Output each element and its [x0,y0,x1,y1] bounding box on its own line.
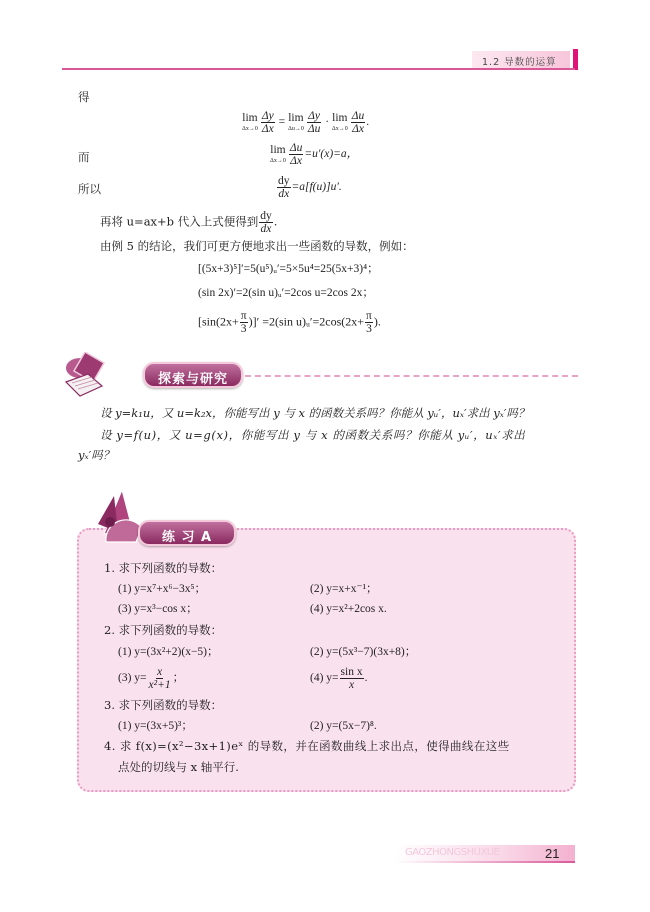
header-accent-bar [573,49,578,70]
running-header [472,51,570,68]
book-icon [62,352,112,400]
section-label: 1.2 导数的运算 [482,57,557,68]
lim-1: lim Δx→0 [242,112,258,132]
example-line-2: (sin 2x)′=2(sin u)ᵤ′=2cos u=2cos 2x； [198,287,374,299]
frac-du-dx: $\frac{\Delta u}{\Delta x}$ [351,110,365,136]
question-2-label: 2. 求下列函数的导数： [104,623,223,637]
explore-dashline [245,375,578,377]
equation-dy-dx: $\frac{dy}{dx}$ =a[f(u)]u′. [278,175,342,201]
page-number: 21 [545,846,560,861]
compass-ruler-icon [92,488,144,550]
question-4-line-2: 点处的切线与 x 轴平行. [118,760,239,774]
exercise-title: 练 习 A [161,530,213,545]
explore-paragraph-2-cont: yₓ′吗？ [78,448,115,462]
explore-paragraph-1: 设 y=k₁u，又 u=k₂x，你能写出 y 与 x 的函数关系吗？你能从 yᵤ′，uₓ′求出 yₓ′吗？ [100,406,530,420]
header-rule [62,68,575,70]
explore-title: 探索与研究 [157,372,228,387]
q2-item-4: (4) y= $\frac{\text{sin x}}{x}$ . [310,666,368,692]
example-line-1: [(5x+3)⁵]′=5(u⁵)ᵤ′=5×5u⁴=25(5x+3)⁴； [198,263,379,275]
text-er: 而 [78,150,90,164]
lim-3: lim Δx→0 [331,112,348,132]
text-suoyi: 所以 [78,182,101,196]
frac-dy-du: $\frac{\Delta y}{\Delta u}$ [307,110,321,136]
footer-brand: GAOZHONGSHUXUE [405,847,500,858]
text-de: 得 [78,90,90,104]
q1-item-4: (4) y=x²+2cos x. [310,603,387,615]
q3-item-2: (2) y=(5x−7)⁸. [310,720,377,732]
equation-u-prime: lim Δx→0 $\frac{\Delta u}{\Delta x}$ =u′(x)=a， [270,142,359,168]
question-4-line-1: 4. 求 f(x)=(x²−3x+1)eˣ 的导数，并在函数曲线上求出点，使得曲线在这些 [104,739,510,753]
lim-2: lim Δu→0 [287,112,304,132]
equation-limit-chain: lim Δx→0 $\frac{\Delta y}{\Delta x}$ = lim Δu→0 $\frac{\Delta y}{\Delta u}$ · lim Δx→0 $\frac{\Delta u}{\Delta x}$ . [242,110,370,136]
example-line-3: [sin(2x+ $\frac{\pi}{3}$ )]′ =2(sin u)ᵤ′=2cos(2x+ $\frac{\pi}{3}$ ). [198,310,381,336]
explore-paragraph-2: 设 y=f(u)，又 u=g(x)，你能写出 y 与 x 的函数关系吗？你能从 yᵤ′，uₓ′求出 [100,428,526,442]
q1-item-2: (2) y=x+x⁻¹； [310,583,378,595]
question-3-label: 3. 求下列函数的导数： [104,698,223,712]
question-1-label: 1. 求下列函数的导数： [104,561,223,575]
q2-item-1: (1) y=(3x²+2)(x−5)； [118,646,219,658]
text-substitute: 再将 u=ax+b 代入上式便得到 $\frac{dy}{dx}$ . [100,210,278,236]
q2-item-2: (2) y=(5x³−7)(3x+8)； [310,646,417,658]
frac-dy-dx: $\frac{\Delta y}{\Delta x}$ [261,110,274,136]
q1-item-1: (1) y=x⁷+x⁶−3x⁵； [118,583,207,595]
q1-item-3: (3) y=x³−cos x； [118,603,198,615]
footer-rule [395,861,575,863]
text-example5: 由例 5 的结论，我们可更方便地求出一些函数的导数，例如： [100,239,414,253]
explore-banner [143,362,243,388]
q2-item-3: (3) y= $\frac{x}{\text{x²+1}}$ ； [118,666,185,692]
exercise-banner [138,520,236,546]
q3-item-1: (1) y=(3x+5)³； [118,720,193,732]
